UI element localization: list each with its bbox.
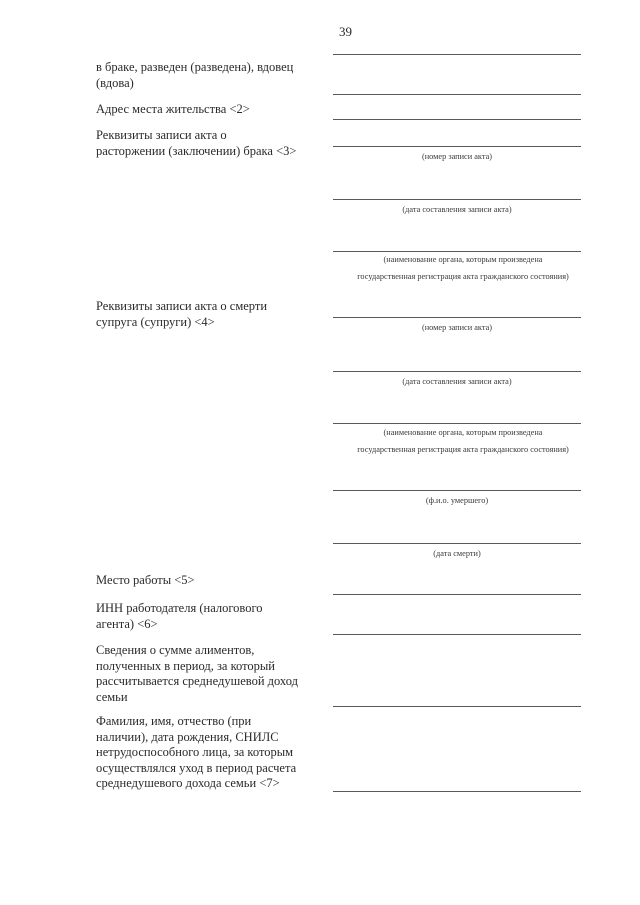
death-record-number-field[interactable] (333, 317, 581, 318)
alimony-label: Сведения о сумме алиментов, полученных в период, за который рассчитывается среднедушевой доход семьи (96, 643, 298, 704)
alimony-field[interactable] (333, 706, 581, 707)
disabled-person-field[interactable] (333, 791, 581, 792)
employer-inn-label: ИНН работодателя (налогового агента) <6> (96, 601, 263, 631)
employer-inn-field[interactable] (333, 634, 581, 635)
disabled-person-label: Фамилия, имя, отчество (при наличии), дата рождения, СНИЛС нетрудоспособного лица, за которым осуществлялся уход в период расчета среднедушевого дохода семьи <7> (96, 714, 297, 790)
workplace-field[interactable] (333, 594, 581, 595)
death-date-field[interactable] (333, 543, 581, 544)
record-number-caption: (номер записи акта) (421, 152, 493, 161)
death-record-date-field[interactable] (333, 371, 581, 372)
marital-status-field-line-2[interactable] (333, 94, 581, 95)
marriage-record-label: Реквизиты записи акта о расторжении (заключении) брака <3> (96, 128, 297, 158)
death-registration-body-caption: (наименование органа, которым произведена государственная регистрация акта гражданского состояния) (357, 428, 569, 454)
marital-status-label: в браке, разведен (разведена), вдовец (вдова) (96, 60, 294, 90)
record-date-field[interactable] (333, 199, 581, 200)
workplace-label: Место работы <5> (96, 573, 195, 587)
record-number-field[interactable] (333, 146, 581, 147)
page-number: 39 (339, 24, 352, 39)
death-record-label: Реквизиты записи акта о смерти супруга (супруги) <4> (96, 299, 268, 329)
marital-status-field[interactable] (333, 54, 581, 55)
registration-body-caption: (наименование органа, которым произведена государственная регистрация акта гражданского состояния) (357, 255, 569, 281)
death-record-number-caption: (номер записи акта) (421, 323, 493, 332)
death-record-date-caption: (дата составления записи акта) (402, 377, 512, 386)
death-date-caption: (дата смерти) (433, 549, 481, 558)
deceased-name-field[interactable] (333, 490, 581, 491)
record-date-caption: (дата составления записи акта) (402, 205, 512, 214)
address-label: Адрес места жительства <2> (96, 102, 250, 116)
deceased-name-caption: (ф.и.о. умершего) (425, 496, 489, 505)
address-field[interactable] (333, 119, 581, 120)
